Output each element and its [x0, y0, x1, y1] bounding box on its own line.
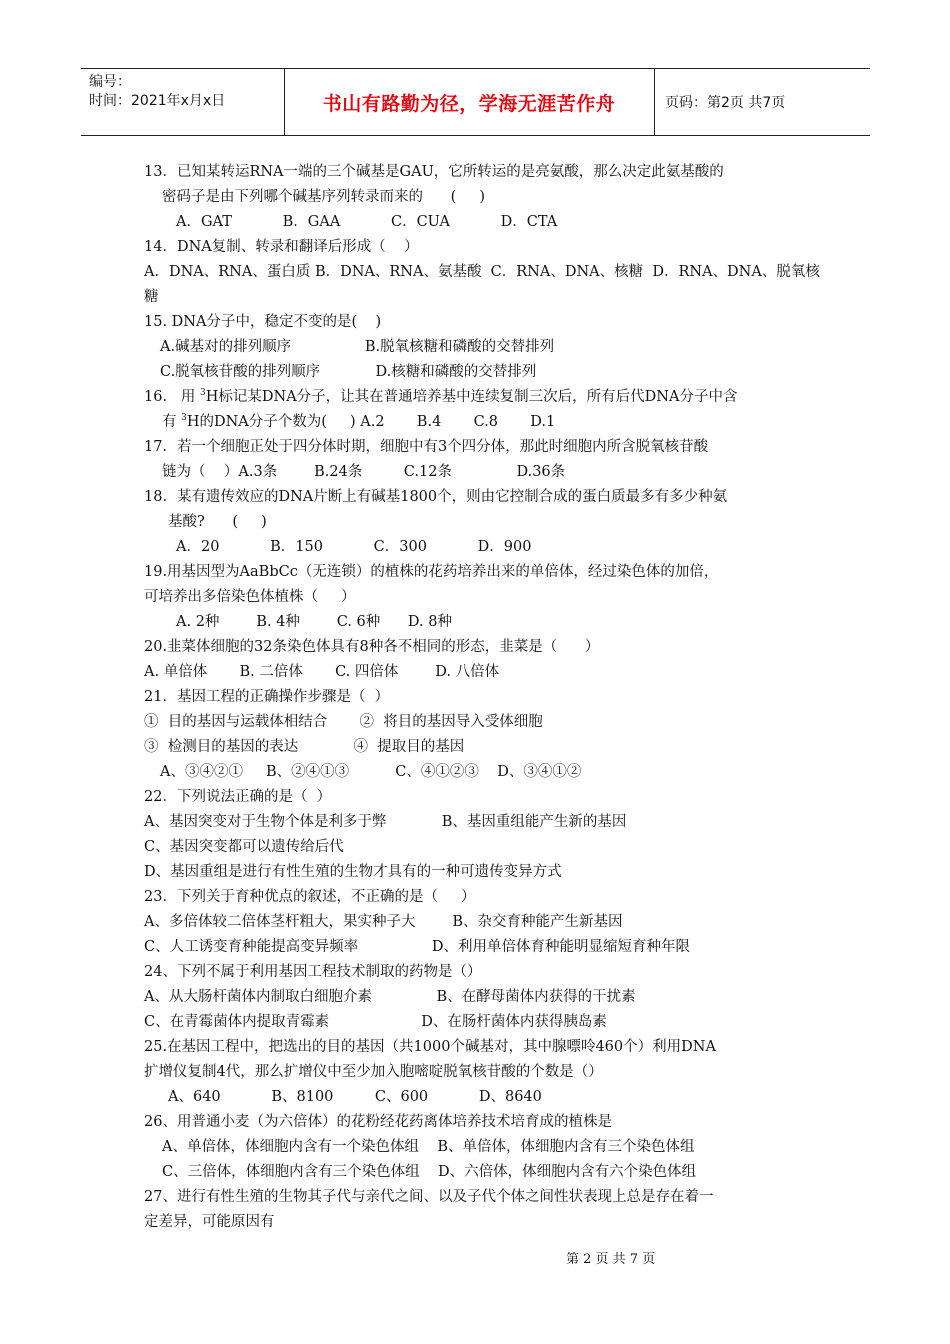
text-line: C.脱氧核苷酸的排列顺序 D.核糖和磷酸的交替排列: [160, 364, 537, 380]
text-line: 24、下列不属于利用基因工程技术制取的药物是（）: [144, 964, 482, 980]
text-line: A、③④②① B、②④①③ C、④①②③ D、③④①②: [160, 764, 582, 780]
page-footer: 第 2 页 共 7 页: [566, 1252, 656, 1267]
text-line: 27、进行有性生殖的生物其子代与亲代之间、以及子代个体之间性状表现上总是存在着一: [144, 1189, 714, 1205]
text-line: 扩增仪复制4代，那么扩增仪中至少加入胞嘧啶脱氧核苷酸的个数是（）: [144, 1064, 603, 1080]
text-line: ① 目的基因与运载体相结合 ② 将目的基因导入受体细胞: [144, 714, 543, 730]
text-line: C、基因突变都可以遗传给后代: [144, 839, 344, 855]
text-line: A、多倍体较二倍体茎杆粗大，果实种子大 B、杂交育种能产生新基因: [144, 914, 623, 930]
text-line: 21．基因工程的正确操作步骤是（ ）: [144, 689, 390, 705]
question-list: [144, 160, 824, 1235]
text-line: 22．下列说法正确的是（ ）: [144, 789, 332, 805]
text-line: A．DNA、RNA、蛋白质 B．DNA、RNA、氨基酸 C．RNA、DNA、核糖 D．RNA、DNA、脱氧核: [144, 264, 820, 280]
text-line: 19.用基因型为AaBbCc（无连锁）的植株的花药培养出来的单倍体，经过染色体的加倍，: [144, 564, 719, 580]
text-line: D、基因重组是进行有性生殖的生物才具有的一种可遗传变异方式: [144, 864, 562, 880]
text-line: ③ 检测目的基因的表达 ④ 提取目的基因: [144, 739, 465, 755]
text-line: 定差异，可能原因有: [144, 1214, 275, 1230]
text-line: 14．DNA复制、转录和翻译后形成（ ）: [144, 239, 419, 255]
text-line: A．GAT B．GAA C．CUA D．CTA: [176, 214, 558, 230]
text-line: A. 2种 B. 4种 C. 6种 D. 8种: [176, 614, 452, 630]
text-line: 有 $^3$H的DNA分子个数为( ) A.2 B.4 C.8 D.1: [162, 413, 556, 430]
text-line: C、在青霉菌体内提取青霉素 D、在肠杆菌体内获得胰岛素: [144, 1014, 607, 1030]
text-line: A. 单倍体 B. 二倍体 C. 四倍体 D. 八倍体: [144, 664, 500, 680]
header-page-label: 页码：第2页 共7页: [665, 95, 786, 111]
text-line: 可培养出多倍染色体植株（ ）: [144, 589, 356, 605]
text-line: A、640 B、8100 C、600 D、8640: [168, 1089, 542, 1105]
text-line: 25.在基因工程中，把选出的目的基因（共1000个碱基对，其中腺嘌呤460个）利用DNA: [144, 1039, 716, 1055]
text-line: A．20 B．150 C．300 D．900: [176, 539, 532, 555]
text-line: 13．已知某转运RNA一端的三个碱基是GAU，它所转运的是亮氨酸，那么决定此氨基酸的: [144, 164, 724, 180]
text-line: 16. 用 $^3$H标记某DNA分子，让其在普通培养基中连续复制三次后，所有后代DNA分子中含: [144, 388, 738, 405]
header-meta: [89, 73, 225, 111]
text-line: 20.韭菜体细胞的32条染色体具有8种各不相同的形态，韭菜是（ ）: [144, 639, 600, 655]
header-motto: 书山有路勤为径，学海无涯苦作舟: [322, 92, 616, 115]
text-line: C、三倍体，体细胞内含有三个染色体组 D、六倍体，体细胞内含有六个染色体组: [162, 1164, 697, 1180]
text-line: 链为（ ）A.3条 B.24条 C.12条 D.36条: [162, 464, 566, 480]
text-line: A.碱基对的排列顺序 B.脱氧核糖和磷酸的交替排列: [160, 339, 555, 355]
text-line: 23．下列关于育种优点的叙述，不正确的是（ ）: [144, 889, 476, 905]
text-line: 26、用普通小麦（为六倍体）的花粉经花药离体培养技术培育成的植株是: [144, 1114, 612, 1130]
text-line: A、基因突变对于生物个体是利多于弊 B、基因重组能产生新的基因: [144, 814, 627, 830]
document-number-label: 编号：: [89, 74, 131, 90]
text-line: A、从大肠杆菌体内制取白细胞介素 B、在酵母菌体内获得的干扰素: [144, 989, 636, 1005]
text-line: 17．若一个细胞正处于四分体时期，细胞中有3个四分体，那此时细胞内所含脱氧核苷酸: [144, 439, 709, 455]
text-line: 基酸? ( ): [168, 514, 267, 530]
header-divider: [654, 69, 655, 135]
document-time-label: 时间：2021年x月x日: [89, 93, 226, 109]
text-line: 15. DNA分子中，稳定不变的是( ): [144, 314, 382, 330]
page-header: [81, 68, 870, 136]
text-line: 糖: [144, 289, 159, 305]
text-line: C、人工诱变育种能提高变异频率 D、利用单倍体育种能明显缩短育种年限: [144, 939, 690, 955]
text-line: 密码子是由下列哪个碱基序列转录而来的 ( ): [162, 189, 486, 205]
text-line: 18．某有遗传效应的DNA片断上有碱基1800个，则由它控制合成的蛋白质最多有多少种氨: [144, 489, 728, 505]
text-line: A、单倍体，体细胞内含有一个染色体组 B、单倍体，体细胞内含有三个染色体组: [162, 1139, 695, 1155]
